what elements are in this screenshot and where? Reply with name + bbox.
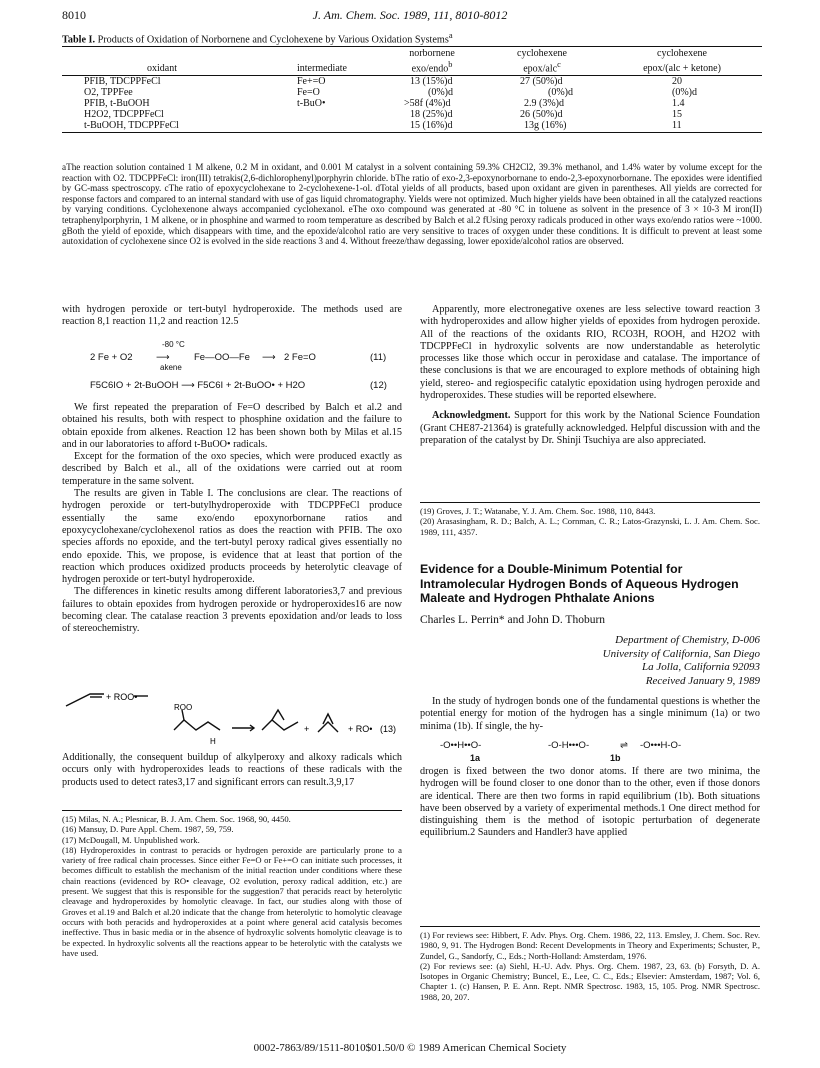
col-header-oxidant: oxidant bbox=[62, 59, 262, 76]
svg-text:(13): (13) bbox=[380, 724, 397, 734]
col-header-exo-endo: exo/endo$^b$ bbox=[382, 59, 482, 76]
acknowledgment-label: Acknowledgment. bbox=[432, 410, 511, 422]
col-header-intermediate: intermediate bbox=[262, 59, 382, 76]
svg-text:+ RO•: + RO• bbox=[348, 724, 373, 734]
left-refs-divider bbox=[62, 810, 402, 811]
table-row: H2O2, TDCPPFeCl 18 (25%)d 26 (50%)d 15 bbox=[84, 109, 682, 121]
reference-1: (1) For reviews see: Hibbert, F. Adv. Phys. Org. Chem. 1986, 22, 113. Emsley, J. Chem. Soc. Rev. 1980, 9, 91. The Hydrogen Bond: Recent Developments in Theory and Experiments; Schuster, P., Zundel, G., Sandorfy, C., Eds.; North-Holland: Amsterdam, 1976. bbox=[420, 930, 760, 961]
col-header-epox-alc: epox/alc$^c$ bbox=[482, 59, 602, 76]
equation-11: 2 Fe + O2 -80 °C ⟶ akene Fe—OO—Fe ⟶ 2 Fe=O (11) bbox=[90, 340, 387, 372]
article-authors: Charles L. Perrin* and John D. Thoburn bbox=[420, 614, 606, 626]
reference-18: (18) Hydroperoxides in contrast to peracids or hydrogen peroxide are particularly prone to a variety of free radical chain processes. Since either Fe=O or Fe+=O can initiate such processes, it becomes difficult to establish the mechanism of the initial reaction under conditions where these chain reactions (evidenced by RO• cleavage, O2 evolution, peroxy radical addition, etc.) are present. We suggest that this is responsible for the suggestion7 that peracids react by heterolytic cleavage and hydroperoxides by homolytic cleavage. In fact, our studies along with those of Groves et al.19 and Balch et al.20 indicate that the change from heterolytic to homolytic cleavage occurs with both peracids and hydroperoxides at a point where general acid catalysis becomes ineffective. Thus in basic media or in the absence of hydroxylic solvents homolytic cleavage is to be expected. In hydroxylic solvents all the reactions appear to be heterolytic with the catalysts we have used. bbox=[62, 844, 402, 958]
svg-text:+ ROO•: + ROO• bbox=[106, 692, 138, 702]
left-body-2: Additionally, the consequent buildup of alkylperoxy and alkoxy radicals which occurs only with hydroperoxides leads to reactions of these radicals with the products used to detect rates3,17 and significant errors can result.3,9,17 bbox=[62, 752, 402, 788]
right-refs-divider-2 bbox=[420, 926, 760, 927]
running-header: J. Am. Chem. Soc. 1989, 111, 8010-8012 bbox=[312, 8, 508, 22]
table-row: t-BuOOH, TDCPPFeCl 15 (16%)d 13g (16%) 11 bbox=[62, 120, 762, 133]
reference-15: (15) Milas, N. A.; Plesnicar, B. J. Am. Chem. Soc. 1968, 90, 4450. bbox=[62, 814, 291, 824]
article-body-2: drogen is fixed between the two donor atoms. If there are two minima, the hydrogen will be found closer to one donor than to the other, even if those donors are identical. There are then two forms in rapid equilibrium (1b). Both situations have been observed by a variety of experimental methods.1 One direct method for distinguishing them is the method of isotopic perturbation of degenerate equilibrium.2 Saunders and Handler3 have applied bbox=[420, 766, 760, 839]
table-label: Table I. bbox=[62, 34, 96, 46]
reference-2: (2) For reviews see: (a) Siehl, H.-U. Adv. Phys. Org. Chem. 1987, 23, 63. (b) Forsyth, D. A. Isotopes in Organic Chemistry; Buncel, E., Lee, C. C., Eds.; Elsevier: Amsterdam, 1987; Vol. 6, Chapter 1. (c) Hansen, P. E. Ann. Rept. NMR Spectrosc. 1983, 15, 105. Prog. NMR Spectrosc. 1988, 20, 207. bbox=[420, 960, 760, 1002]
reaction-13-scheme bbox=[62, 686, 402, 750]
received-date: Received January 9, 1989 bbox=[645, 674, 760, 687]
svg-text:H: H bbox=[210, 737, 216, 746]
equation-13 bbox=[62, 686, 402, 750]
table-caption bbox=[62, 30, 762, 45]
table-caption-text: Products of Oxidation of Norbornene and Cyclohexene by Various Oxidation Systems bbox=[97, 34, 449, 46]
svg-text:+: + bbox=[304, 724, 310, 734]
table-row: PFIB, t-BuOOH t-BuO• >58f (4%)d 2.9 (3%)d 1.4 bbox=[84, 98, 685, 110]
results-table bbox=[62, 46, 762, 133]
right-refs-divider bbox=[420, 502, 760, 503]
page-number: 8010 bbox=[62, 8, 86, 22]
reference-19: (19) Groves, J. T.; Watanabe, Y. J. Am. Chem. Soc. 1988, 110, 8443. bbox=[420, 506, 656, 516]
article-references bbox=[420, 930, 760, 1002]
affiliation: Department of Chemistry, D-006 University of California, San Diego La Jolla, California 92093 Received January 9, 1989 bbox=[420, 634, 760, 688]
right-body: Apparently, more electronegative oxenes are less selective toward reaction 3 with hydroperoxides and allow higher yields of epoxides from hydrogen peroxide. All of the reactions of the oxidants RIO, RCO3H, ROOH, and H2O2 with TDCPPFeCl in hydroxylic solvents are now understandable as heterolytic processes like those which occur in peroxidase and catalase. The importance of these conclusions is that we are encouraged to explore methods of obtaining high yield, stereo- and regiospecific catalytic epoxidation using hydrogen peroxide and hydroperoxides. These studies will be reported elsewhere. Acknowledgment. Support for this work by the National Science Foundation (Grant CHE87-21364) is gratefully acknowledged. Helpful discussion with and the preparation of the catalyst by Dr. Shinji Tsuchiya are also appreciated. bbox=[420, 304, 760, 446]
col-group-norbornene: norbornene bbox=[382, 47, 482, 60]
left-body: We first repeated the preparation of Fe=O described by Balch et al.2 and obtained his results, both with respect to phosphine oxidation and the failure to obtain epoxide from alkenes. Reaction 12 has been shown both by Milas et al.15 and in our laboratories to afford t-BuOO• radicals. Except for the formation of the oxo species, which were produced exactly as described by Balch et al., all of the oxidations were carried out at room temperature in the same solvent. The results are given in Table I. The conclusions are clear. The reactions of hydrogen peroxide or tert-butylhydroperoxide with TDCPPFeCl produce essentially the same exo/endo epoxynorbornane ratios and epoxycyclohexane/cyclohexenol ratios as does the reaction with PFIB. The oxo species affords no epoxide, and the tert-butyl peroxy radical gives essentially no endo epoxide. This, we propose, is evidence that at least that portion of the reaction which produces oxidized products proceeds by heterolytic cleavage of hydrogen peroxide or tert-butyl hydroperoxide. The differences in kinetic results among different laboratories3,7 and previous failures to obtain epoxides from hydrogen peroxide or hydroperoxides16 are now becoming clear. The catalase reaction 3 prevents epoxidation and/or leads to loss of stereochemistry. bbox=[62, 402, 402, 635]
table-row: PFIB, TDCPPFeCl Fe+=O 13 (15%)d 27 (50%)d 20 bbox=[84, 76, 682, 88]
table-footnotes: aThe reaction solution contained 1 M alkene, 0.2 M in oxidant, and 0.001 M catalyst in a solvent containing 59.3% CH2Cl2, 39.3% methanol, and 1.4% water by volume except for the reaction with O2. TDCPPFeCl: iron(III) tetrakis(2,6-dichlorophenyl)porphyrin chloride. bThe ratio of exo-2,3-epoxynorbornane to endo-2,3-epoxynorbornane. The epoxides were identified by GC-mass spectroscopy. cThe ratio of epoxycyclohexane to 2-cyclohexene-1-ol. dTotal yields of all products, based upon oxidant are given in parentheses. All yields are corrected for response factors and compared to an internal standard with use of gas liquid chromatography. Yields were not optimized. Much higher yields have been obtained in all the catalyzed reactions by varying conditions. Cyclohexenone always accompanied cyclohexanol. eThe oxo compound was generated at -80 °C in toluene as solvent in the presence of 3 × 10-3 M iron(II) tetraphenylporphyrin, 1 M alkene, or in phosphine and warmed to room temperature as described by Balch et al.2 fUsing peroxy radicals produced in other ways exo/endo ratios were ~1000. gBoth the yield of epoxide, which disappears with time, and the epoxide/alcohol ratio are very sensitive to traces of oxygen under these conditions. It is difficult to prevent at least some autoxidation of cyclohexene since O2 is evolved in the side reactions 3 and 4. Without freeze/thaw degassing, lower epoxide/alcohol ratios are observed. bbox=[62, 162, 762, 247]
table-row: O2, TPPFee Fe=O (0%)d (0%)d (0%)d bbox=[84, 87, 697, 99]
col-group-cyclohexene-2: cyclohexene bbox=[602, 47, 762, 60]
article-title: Evidence for a Double-Minimum Potential for Intramolecular Hydrogen Bonds of Aqueous Hydrogen Maleate and Hydrogen Phthalate Anions bbox=[420, 562, 739, 605]
svg-text:ROO: ROO bbox=[174, 703, 193, 712]
reference-20: (20) Arasasingham, R. D.; Balch, A. L.; Cornman, C. R.; Latos-Grazynski, L. J. Am. Chem. Soc. 1989, 111, 4357. bbox=[420, 516, 760, 537]
copyright-footer: 0002-7863/89/1511-8010$01.50/0 © 1989 American Chemical Society bbox=[253, 1042, 567, 1054]
reference-17: (17) McDougall, M. Unpublished work. bbox=[62, 834, 200, 845]
left-intro: with hydrogen peroxide or tert-butyl hydroperoxide. The methods used are reaction 8,1 reaction 11,2 and reaction 12.5 bbox=[62, 304, 402, 328]
reference-16: (16) Mansuy, D. Pure Appl. Chem. 1987, 59, 759. bbox=[62, 824, 234, 835]
equation-12: F5C6IO + 2t-BuOOH ⟶ F5C6I + 2t-BuOO• + H2O (12) bbox=[90, 380, 387, 391]
caption-footnote-mark: a bbox=[448, 30, 453, 40]
col-header-epox-alc-ketone: epox/(alc + ketone) bbox=[602, 59, 762, 76]
left-references bbox=[62, 814, 402, 958]
col-group-cyclohexene-1: cyclohexene bbox=[482, 47, 602, 60]
right-references bbox=[420, 506, 760, 537]
scheme-1: -O••H••O- -O-H•••O- ⇌ -O•••H-O- 1a 1b bbox=[440, 740, 682, 763]
article-body-1: In the study of hydrogen bonds one of the fundamental questions is whether the potential energy for motion of the hydrogen has a single minimum (1a) or two minima (1b). If single, the hy- bbox=[420, 696, 760, 732]
